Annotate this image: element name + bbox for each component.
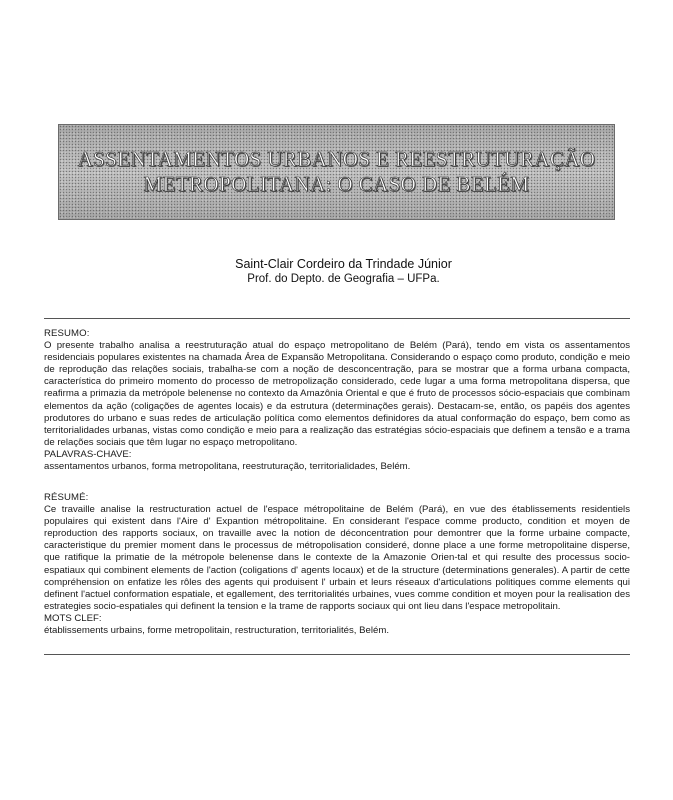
abstract-portuguese: [44, 328, 630, 473]
resume-heading: RÉSUMÉ:: [44, 492, 89, 503]
article-title-line-2: METROPOLITANA: O CASO DE BELÉM: [143, 172, 530, 196]
author-affiliation: Prof. do Depto. de Geografia – UFPa.: [247, 273, 440, 285]
resumo-heading: RESUMO:: [44, 328, 90, 339]
mots-clef-text: établissements urbains, forme metropolitain, restructuration, territorialités, Belém.: [44, 625, 389, 637]
mots-clef-heading: MOTS CLEF:: [44, 612, 102, 624]
palavras-chave-text: assentamentos urbanos, forma metropolitana, reestruturação, territorialidades, Belém.: [44, 461, 411, 473]
divider-bottom: [44, 654, 630, 655]
author-name: Saint-Clair Cordeiro da Trindade Júnior: [235, 257, 452, 271]
abstract-french: [44, 492, 630, 637]
author-block: [0, 256, 673, 287]
palavras-chave-heading: PALAVRAS-CHAVE:: [44, 448, 132, 460]
article-title-line-1: ASSENTAMENTOS URBANOS E REESTRUTURAÇÃO: [77, 147, 596, 171]
divider-top: [44, 318, 630, 319]
resume-body: Ce travaille analise la restructuration actuel de l'espace métropolitaine de Belém (Pará), en vue des établissements residentiels populaires qui existent dans l'Aire d' Expantion métropolitaine. En considerant l'espace comme producto, condition et moyen de reproduction des rapports sociaux, on travaille avec la notion de déconcentration pour demontrer que la forme urbaine compacte, caracteristique du premier moment dans le processus de métropolisation consideré, donne place a une forme metropolitaine disperse, que ratifique la primatie de la métropole belenense dans le contexte de la Amazonie Orien-tal et qui resulte des processus socio-espatiaux qui combinent elements de l'action (coligations d' agents locaux) et de la structure (determinations generales). A partir de cette compréhension on enfatize les rôles des agents qui produisent l' urbain et leurs réseaux d'articulations politiques comme elements qui definent l'actuel conformation espatiale, et egallement, des territorialités urbaines, vues comme condition et moyen pour la realisation des estrategies socio-espatiales qui definent la tension e la trame de rapports sociaux qui ont lieu dans l'espace metropolitain.: [44, 504, 630, 612]
resumo-body: O presente trabalho analisa a reestruturação atual do espaço metropolitano de Belém (Pará), tendo em vista os assentamentos residenciais populares existentes na chamada Área de Expansão Metropolitana. Considerando o espaço como produto, condição e meio de reprodução das relações sociais, trabalha-se com a noção de desconcentração, para se mostrar que a forma urbana compacta, característica do primeiro momento do processo de metropolização considerado, cede lugar a uma forma metropolitana dispersa, que reafirma a primazia da metrópole belenense no contexto da Amazônia Oriental e que é fruto de processos sócio-espaciais que combinam elementos da ação (coligações de agentes locais) e da estrutura (determinações gerais). Destacam-se, então, os papéis dos agentes produtores do urbano e suas redes de articulação política como elementos definidores da atual conformação do espaço, bem como as territorialidades urbanas, vistas como condição e meio para a realização das estratégias sócio-espaciais que definem a tensão e a trama de relações sociais que têm lugar no espaço metropolitano.: [44, 340, 630, 448]
title-banner: [58, 124, 615, 220]
